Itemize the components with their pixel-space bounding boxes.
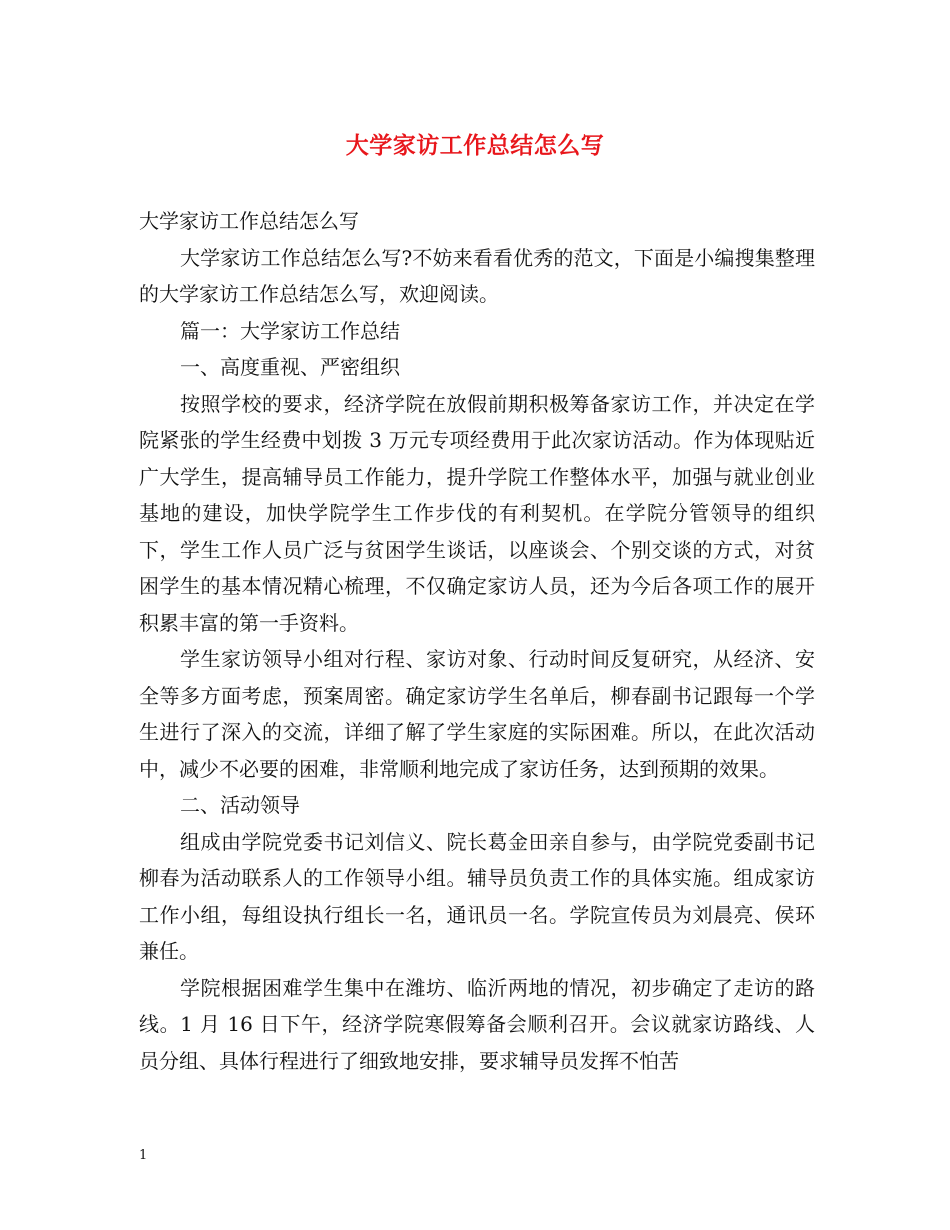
document-title: 大学家访工作总结怎么写 (345, 132, 605, 159)
paragraph: 组成由学院党委书记刘信义、院长葛金田亲自参与，由学院党委副书记柳春为活动联系人的工作领导小组。辅导员负责工作的具体实施。组成家访工作小组，每组设执行组长一名，通讯员一名。学院宣传员为刘晨亮、侯环兼任。 (139, 829, 815, 963)
paragraph: 一、高度重视、严密组织 (180, 355, 400, 379)
paragraph: 二、活动领导 (180, 793, 300, 817)
paragraph: 篇一：大学家访工作总结 (180, 318, 400, 343)
paragraph: 学院根据困难学生集中在潍坊、临沂两地的情况，初步确定了走访的路线。1 月 16 日下午，经济学院寒假筹备会顺利召开。会议就家访路线、人员分组、具体行程进行了细致地安排，要求辅导员发挥不怕苦 (139, 975, 815, 1073)
paragraph: 学生家访领导小组对行程、家访对象、行动时间反复研究，从经济、安全等多方面考虑，预案周密。确定家访学生名单后，柳春副书记跟每一个学生进行了深入的交流，详细了解了学生家庭的实际困难。所以，在此次活动中，减少不必要的困难，非常顺利地完成了家访任务，达到预期的效果。 (139, 647, 815, 781)
page-number: 1 (139, 1148, 148, 1163)
document-body (139, 203, 815, 1079)
paragraph: 大学家访工作总结怎么写 (139, 209, 359, 233)
paragraph: 按照学校的要求，经济学院在放假前期积极筹备家访工作，并决定在学院紧张的学生经费中划拨 3 万元专项经费用于此次家访活动。作为体现贴近广大学生，提高辅导员工作能力，提升学院工作整体水平，加强与就业创业基地的建设，加快学院学生工作步伐的有利契机。在学院分管领导的组织下，学生工作人员广泛与贫困学生谈话，以座谈会、个别交谈的方式，对贫困学生的基本情况精心梳理，不仅确定家访人员，还为今后各项工作的展开积累丰富的第一手资料。 (139, 391, 815, 635)
paragraph: 大学家访工作总结怎么写?不妨来看看优秀的范文，下面是小编搜集整理的大学家访工作总结怎么写，欢迎阅读。 (139, 245, 815, 306)
